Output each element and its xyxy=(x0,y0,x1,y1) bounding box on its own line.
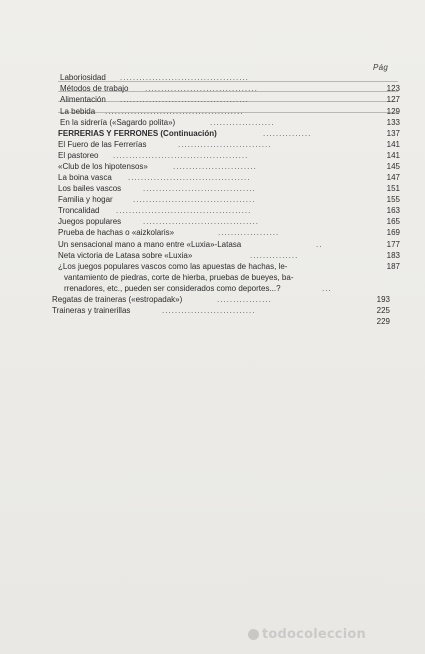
toc-page: 127 xyxy=(386,95,400,104)
toc-leader: ................. xyxy=(217,295,272,304)
toc-title: Laboriosidad xyxy=(60,73,106,82)
toc-entry xyxy=(60,95,400,105)
toc-entry-section xyxy=(58,129,400,139)
toc-page: 133 xyxy=(386,118,400,127)
toc-page: 141 xyxy=(386,140,400,149)
toc-leader: ........................................... xyxy=(105,107,244,116)
toc-page: 145 xyxy=(386,162,400,171)
toc-title: Regatas de traineras («estropadak») xyxy=(52,295,183,304)
toc-entry xyxy=(58,173,400,183)
toc-entry-continuation xyxy=(64,284,394,294)
toc-page: 177 xyxy=(386,240,400,249)
toc-page: 155 xyxy=(386,195,400,204)
toc-title: Troncalidad xyxy=(58,206,100,215)
toc-page: 193 xyxy=(376,295,390,304)
toc-page: 151 xyxy=(386,184,400,193)
toc-leader: ... xyxy=(322,284,332,293)
toc-page: 129 xyxy=(386,107,400,116)
toc-title: Juegos populares xyxy=(58,217,122,226)
toc-leader: ............... xyxy=(263,129,312,138)
toc-leader: ........................................ xyxy=(120,95,249,104)
toc-title: Los bailes vascos xyxy=(58,184,122,193)
toc-entry-continuation xyxy=(64,273,364,283)
toc-title: ¿Los juegos populares vascos como las apuestas de hachas, le- xyxy=(58,262,288,271)
toc-title: FERRERIAS Y FERRONES (Continuación) xyxy=(58,129,217,138)
watermark-text: todocoleccion xyxy=(262,626,366,642)
toc-page: 225 xyxy=(376,306,390,315)
toc-leader: ................... xyxy=(218,228,280,237)
toc-title: Neta victoria de Latasa sobre «Luxia» xyxy=(58,251,193,260)
watermark-dot-icon xyxy=(248,629,259,640)
toc-title: La bebida xyxy=(60,107,96,116)
toc-title: La boina vasca xyxy=(58,173,112,182)
toc-entry xyxy=(52,295,400,305)
toc-leader: ...................................... xyxy=(133,195,256,204)
toc-page: 187 xyxy=(386,262,400,271)
toc-title: Traineras y trainerillas xyxy=(52,306,131,315)
toc-entry xyxy=(58,251,400,261)
toc-leader: ............... xyxy=(250,251,299,260)
watermark xyxy=(248,624,418,644)
toc-title: Alimentación xyxy=(60,95,106,104)
toc-entry xyxy=(58,151,400,161)
toc-entry xyxy=(60,107,400,117)
toc-leader: ...................................... xyxy=(128,173,251,182)
toc-entry xyxy=(58,195,400,205)
toc-entry xyxy=(52,306,400,316)
toc-title: Prueba de hachas o «aizkolaris» xyxy=(58,228,175,237)
toc-leader: .. xyxy=(316,240,323,249)
toc-leader: ................................... xyxy=(145,84,258,93)
toc-title: Métodos de trabajo xyxy=(60,84,129,93)
page-column-label: Pág xyxy=(373,63,389,72)
toc-entry xyxy=(58,240,400,250)
toc-title: El Fuero de las Ferrerías xyxy=(58,140,147,149)
toc-leader: ............................. xyxy=(162,306,256,315)
toc-page: 169 xyxy=(386,228,400,237)
toc-title: En la sidrería («Sagardo polita») xyxy=(60,118,176,127)
toc-page: 123 xyxy=(386,84,400,93)
toc-page: 183 xyxy=(386,251,400,260)
toc-page: 163 xyxy=(386,206,400,215)
toc-title: vantamiento de piedras, corte de hierba, pruebas de bueyes, ba- xyxy=(64,273,294,282)
toc-title: Un sensacional mano a mano entre «Luxia»-Latasa xyxy=(58,240,242,249)
toc-leader: .......................... xyxy=(173,162,257,171)
toc-leader: .................................... xyxy=(143,217,260,226)
toc-entry xyxy=(58,206,400,216)
toc-page: 229 xyxy=(376,317,390,326)
toc-entry xyxy=(52,317,400,327)
toc-entry xyxy=(58,162,400,172)
toc-entry xyxy=(58,228,400,238)
toc-page: 141 xyxy=(386,151,400,160)
toc-title: El pastoreo xyxy=(58,151,99,160)
toc-title: rrenadores, etc., pueden ser considerados como deportes...? xyxy=(64,284,281,293)
toc-page: 147 xyxy=(386,173,400,182)
toc-entry xyxy=(60,84,400,94)
toc-page: 137 xyxy=(386,129,400,138)
toc-leader: .......................................... xyxy=(116,206,252,215)
toc-entry xyxy=(58,184,400,194)
toc-page: 165 xyxy=(386,217,400,226)
toc-entry xyxy=(58,140,400,150)
toc-leader: .................... xyxy=(210,118,275,127)
toc-leader: .......................................... xyxy=(113,151,249,160)
toc-title: «Club de los hipotensos» xyxy=(58,162,148,171)
toc-title: Familia y hogar xyxy=(58,195,113,204)
toc-entry xyxy=(58,217,400,227)
toc-entry xyxy=(60,73,400,83)
toc-leader: ........................................ xyxy=(120,73,249,82)
toc-leader: ................................... xyxy=(143,184,256,193)
toc-leader: ............................. xyxy=(178,140,272,149)
toc-entry xyxy=(60,118,400,128)
toc-entry xyxy=(58,262,400,272)
